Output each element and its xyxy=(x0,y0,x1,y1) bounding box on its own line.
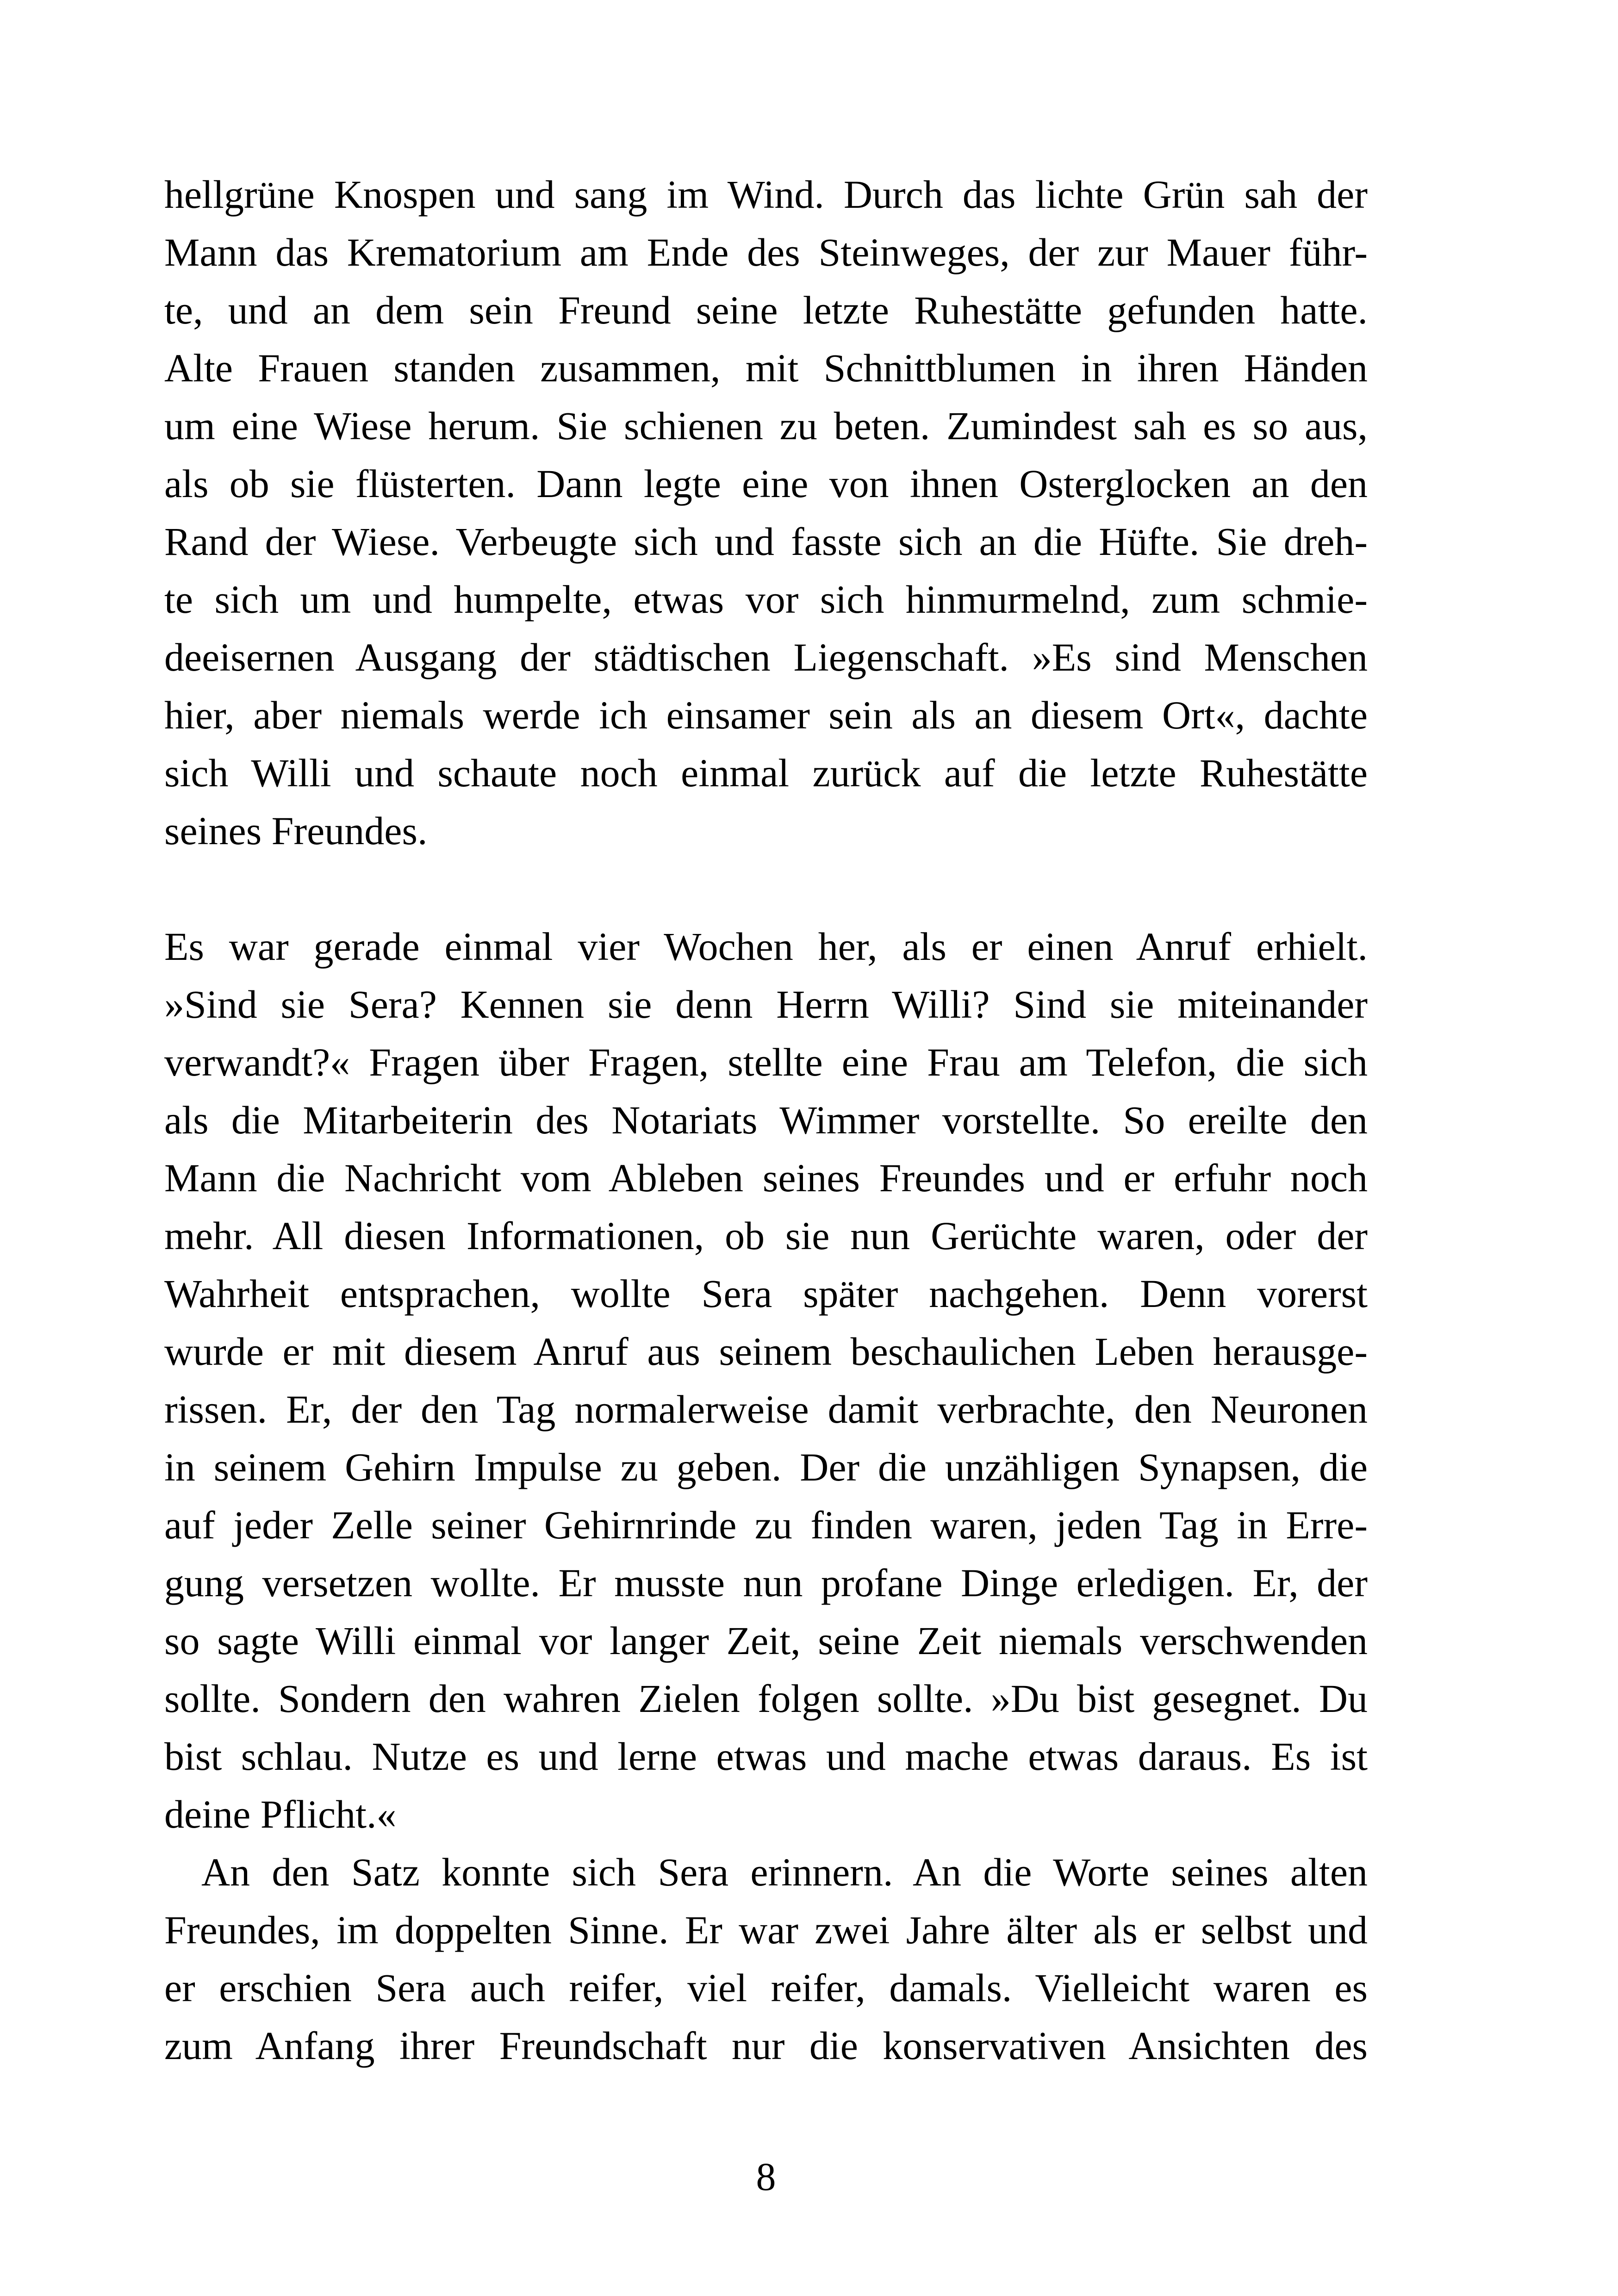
paragraph xyxy=(164,166,1368,860)
text-line: in seinem Gehirn Impulse zu geben. Der die unzähligen Synapsen, die xyxy=(164,1445,1368,1489)
text-line: Freundes, im doppelten Sinne. Er war zwei Jahre älter als er selbst und xyxy=(164,1908,1368,1952)
text-line: so sagte Willi einmal vor langer Zeit, seine Zeit niemals verschwenden xyxy=(164,1618,1368,1663)
text-line: zum Anfang ihrer Freundschaft nur die konservativen Ansichten des xyxy=(164,2023,1368,2068)
text-line: deine Pflicht.« xyxy=(164,1792,397,1836)
text-line: te, und an dem sein Freund seine letzte Ruhestätte gefunden hatte. xyxy=(164,288,1368,332)
text-line: als ob sie flüsterten. Dann legte eine von ihnen Osterglocken an den xyxy=(164,461,1368,506)
paragraph xyxy=(164,1843,1368,2075)
text-line: mehr. All diesen Informationen, ob sie nun Gerüchte waren, oder der xyxy=(164,1213,1368,1258)
text-line: Mann die Nachricht vom Ableben seines Freundes und er erfuhr noch xyxy=(164,1156,1368,1200)
text-line: Mann das Krematorium am Ende des Steinweges, der zur Mauer führ- xyxy=(164,230,1368,274)
text-line: hier, aber niemals werde ich einsamer sein als an diesem Ort«, dachte xyxy=(164,693,1368,737)
text-line: te sich um und humpelte, etwas vor sich hinmurmelnd, zum schmie- xyxy=(164,577,1368,622)
text-line: gung versetzen wollte. Er musste nun profane Dinge erledigen. Er, der xyxy=(164,1561,1368,1605)
page-number: 8 xyxy=(756,2154,776,2199)
text-line: verwandt?« Fragen über Fragen, stellte eine Frau am Telefon, die sich xyxy=(164,1040,1368,1084)
text-line: bist schlau. Nutze es und lerne etwas und mache etwas daraus. Es ist xyxy=(164,1734,1368,1779)
text-line: seines Freundes. xyxy=(164,809,428,853)
text-line: er erschien Sera auch reifer, viel reifer, damals. Vielleicht waren es xyxy=(164,1966,1368,2010)
page-text xyxy=(164,166,1368,2075)
text-line: auf jeder Zelle seiner Gehirnrinde zu finden waren, jeden Tag in Erre- xyxy=(164,1503,1368,1547)
text-line: An den Satz konnte sich Sera erinnern. An die Worte seines alten xyxy=(201,1850,1368,1894)
text-line: sollte. Sondern den wahren Zielen folgen sollte. »Du bist gesegnet. Du xyxy=(164,1676,1368,1721)
text-line: als die Mitarbeiterin des Notariats Wimmer vorstellte. So ereilte den xyxy=(164,1098,1368,1142)
text-line: um eine Wiese herum. Sie schienen zu beten. Zumindest sah es so aus, xyxy=(164,404,1368,448)
text-line: »Sind sie Sera? Kennen sie denn Herrn Willi? Sind sie miteinander xyxy=(164,982,1368,1027)
text-line: Wahrheit entsprachen, wollte Sera später nachgehen. Denn vorerst xyxy=(164,1271,1368,1316)
paragraph xyxy=(164,918,1368,1843)
text-line: Alte Frauen standen zusammen, mit Schnittblumen in ihren Händen xyxy=(164,346,1368,390)
text-line: Es war gerade einmal vier Wochen her, als er einen Anruf erhielt. xyxy=(164,924,1368,969)
text-line: deeisernen Ausgang der städtischen Liegenschaft. »Es sind Menschen xyxy=(164,635,1368,679)
text-line: Rand der Wiese. Verbeugte sich und fasste sich an die Hüfte. Sie dreh- xyxy=(164,519,1368,564)
text-line: rissen. Er, der den Tag normalerweise damit verbrachte, den Neuronen xyxy=(164,1387,1368,1431)
text-line: sich Willi und schaute noch einmal zurück auf die letzte Ruhestätte xyxy=(164,751,1368,795)
text-line: wurde er mit diesem Anruf aus seinem beschaulichen Leben herausge- xyxy=(164,1329,1368,1374)
text-line: hellgrüne Knospen und sang im Wind. Durch das lichte Grün sah der xyxy=(164,172,1368,217)
